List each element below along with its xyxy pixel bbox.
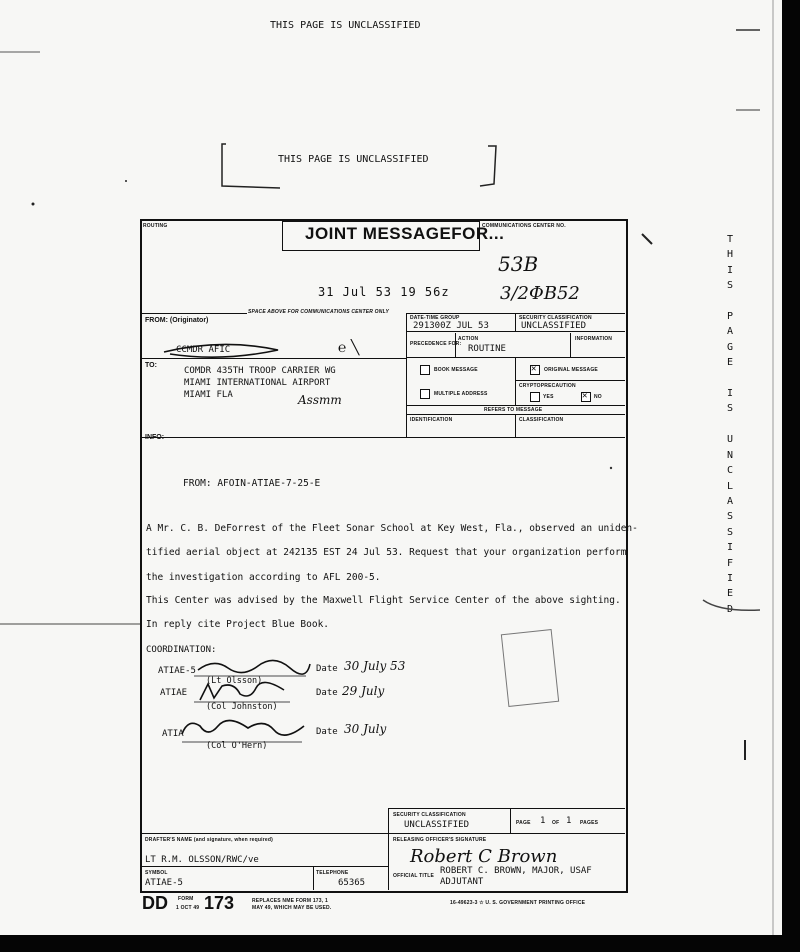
side-banner-letter: S <box>726 280 734 292</box>
side-banner-letter: S <box>726 526 734 538</box>
rule-refers-top <box>406 405 625 406</box>
releasing-officer-label: RELEASING OFFICER'S SIGNATURE <box>393 837 487 843</box>
info-label: INFO: <box>145 434 165 441</box>
security-label: SECURITY CLASSIFICATION <box>519 315 592 321</box>
side-banner-letter: L <box>726 480 734 492</box>
rule-from-bottom <box>141 358 406 359</box>
coord-name-2: (Col Johnston) <box>206 702 278 712</box>
side-banner-letter: E <box>726 357 734 369</box>
crypto-no-checkbox[interactable] <box>581 392 591 402</box>
form-footer-printing: 16-49623-3 ☆ U. S. GOVERNMENT PRINTING OFFICE <box>450 900 586 906</box>
to-line-2: MIAMI INTERNATIONAL AIRPORT <box>184 378 331 388</box>
bottom-security-label: SECURITY CLASSIFICATION <box>393 812 466 818</box>
rule-symbol-divider <box>313 866 314 890</box>
side-banner-letter: U <box>726 434 734 446</box>
rule-crypto-top <box>515 380 625 381</box>
coord-name-3: (Col O'Hern) <box>206 741 268 751</box>
rule-drafter-top <box>141 833 625 834</box>
coord-signature-2 <box>194 680 294 704</box>
crypto-no-label: NO <box>594 394 602 400</box>
releasing-signature: Robert C Brown <box>410 846 558 867</box>
side-banner-letter: N <box>726 449 734 461</box>
from-label: FROM: (Originator) <box>145 317 209 324</box>
scan-border-right <box>782 0 800 952</box>
telephone-value: 65365 <box>338 878 366 888</box>
form-footer-dd: DD <box>142 893 168 913</box>
side-banner-letter: S <box>726 403 734 415</box>
to-label: TO: <box>145 362 157 369</box>
rule-to-bottom <box>141 437 625 438</box>
form-footer-number: 173 <box>204 893 235 913</box>
side-banner-letter: D <box>726 603 734 615</box>
from-value: CCMDR AFIC <box>176 345 231 355</box>
symbol-label: SYMBOL <box>145 870 168 876</box>
rule-precedence <box>455 333 456 357</box>
coord-date-1: 30 July 53 <box>344 659 406 673</box>
side-banner-letter: S <box>726 511 734 523</box>
security-value: UNCLASSIFIED <box>521 321 587 331</box>
form-footer-date: 1 OCT 49 <box>176 905 200 911</box>
cryptoprecaution-label: CRYPTOPRECAUTION <box>519 383 576 389</box>
inner-classification-banner: THIS PAGE IS UNCLASSIFIED <box>278 154 429 165</box>
symbol-value: ATIAE-5 <box>145 878 183 888</box>
official-title-label: OFFICIAL TITLE <box>393 873 435 879</box>
dtg-label: DATE-TIME GROUP <box>410 315 460 321</box>
side-banner-letter: E <box>726 588 734 600</box>
page-total: 1 <box>566 816 572 826</box>
page-number: 1 <box>540 816 546 826</box>
reference-line: FROM: AFOIN-ATIAE-7-25-E <box>183 478 321 489</box>
space-above-label: SPACE ABOVE FOR COMMUNICATIONS CENTER ONLY <box>248 309 389 315</box>
telephone-label: TELEPHONE <box>316 870 349 876</box>
side-banner-letter: C <box>726 465 734 477</box>
original-message-label: ORIGINAL MESSAGE <box>544 367 598 373</box>
from-handwritten-mark: ℮ ╲ <box>338 340 360 356</box>
side-banner-letter: I <box>726 264 734 276</box>
coord-date-label-1: Date <box>316 664 338 674</box>
side-banner-letter: T <box>726 234 734 245</box>
side-banner-letter: H <box>726 249 734 261</box>
received-date-stamp: 31 Jul 53 19 56z <box>318 285 450 299</box>
coord-office-3: ATIA <box>162 729 184 739</box>
rule-dtg-divider <box>515 313 516 331</box>
coord-signature-3 <box>178 716 308 744</box>
drafter-label: DRAFTER'S NAME (and signature, when required) <box>145 837 273 843</box>
coord-name-1: (Lt Olsson) <box>206 676 263 686</box>
rule-space-left <box>141 313 247 314</box>
from-scribble <box>162 336 282 366</box>
page-label: PAGE <box>516 820 531 826</box>
side-banner-letter: I <box>726 572 734 584</box>
refers-to-label: REFERS TO MESSAGE <box>484 407 543 413</box>
official-title-value-2: ADJUTANT <box>440 877 484 887</box>
body-line-1: A Mr. C. B. DeForrest of the Fleet Sonar School at Key West, Fla., observed an uniden- <box>146 523 638 534</box>
routing-label: ROUTING <box>143 223 168 229</box>
coordination-heading: COORDINATION: <box>146 645 217 655</box>
rule-ident-divider <box>515 414 516 437</box>
body-line-2: tified aerial object at 242135 EST 24 Jul 53. Request that your organization perform <box>146 547 627 558</box>
coord-office-1: ATIAE-5 <box>158 666 196 676</box>
dtg-value: 291300Z JUL 53 <box>413 321 489 331</box>
bottom-security-value: UNCLASSIFIED <box>404 820 470 830</box>
action-label: ACTION <box>458 336 479 342</box>
top-classification-banner: THIS PAGE IS UNCLASSIFIED <box>270 20 421 31</box>
form-footer-form-label: FORM <box>178 896 194 902</box>
rule-bottom-security-top <box>388 808 625 809</box>
scan-border-bottom <box>0 935 800 952</box>
handwritten-number-2: 3/2ΦB52 <box>500 283 580 304</box>
comm-center-label: COMMUNICATIONS CENTER NO. <box>482 223 566 229</box>
to-line-1: COMDR 435TH TROOP CARRIER WG <box>184 366 336 376</box>
handwritten-number-1: 53B <box>498 252 539 276</box>
to-handwritten-note: Assmm <box>298 393 342 407</box>
of-label: OF <box>552 820 560 826</box>
multiple-address-label: MULTIPLE ADDRESS <box>434 391 488 397</box>
side-banner-letter: G <box>726 341 734 353</box>
rule-page-divider <box>510 808 511 833</box>
official-title-value: ROBERT C. BROWN, MAJOR, USAF <box>440 866 592 876</box>
to-line-3: MIAMI FLA <box>184 390 233 400</box>
rule-action-info <box>570 333 571 357</box>
coord-office-2: ATIAE <box>160 688 188 698</box>
coord-date-2: 29 July <box>342 684 385 698</box>
coord-date-label-2: Date <box>316 688 338 698</box>
body-line-4: This Center was advised by the Maxwell Flight Service Center of the above sighting. <box>146 595 621 606</box>
side-banner-letter: I <box>726 542 734 554</box>
coord-date-label-3: Date <box>316 727 338 737</box>
form-footer-replaces: REPLACES NME FORM 173, 1 MAY 49, WHICH MAY BE USED. <box>252 898 332 911</box>
book-message-checkbox[interactable] <box>420 365 430 375</box>
rule-bottom-left <box>388 808 389 890</box>
coord-signature-1 <box>194 656 314 678</box>
precedence-value: ROUTINE <box>468 344 506 354</box>
side-banner-letter: A <box>726 326 734 338</box>
rule-dtg-bottom <box>406 331 625 332</box>
multiple-address-checkbox[interactable] <box>420 389 430 399</box>
rule-checkbox-divider <box>515 357 516 405</box>
coord-date-3: 30 July <box>344 722 387 736</box>
drafter-value: LT R.M. OLSSON/RWC/ve <box>145 855 259 865</box>
side-banner-letter: I <box>726 388 734 400</box>
side-banner-letter: P <box>726 311 734 323</box>
pages-label: PAGES <box>580 820 599 826</box>
form-title: JOINT MESSAGEFOR... <box>305 224 505 243</box>
crypto-yes-checkbox[interactable] <box>530 392 540 402</box>
identification-label: IDENTIFICATION <box>410 417 453 423</box>
body-line-3: the investigation according to AFL 200-5. <box>146 572 381 583</box>
information-label: INFORMATION <box>575 336 613 342</box>
original-message-checkbox[interactable] <box>530 365 540 375</box>
side-banner-letter: A <box>726 495 734 507</box>
precedence-label: PRECEDENCE FOR: <box>410 341 462 347</box>
crypto-yes-label: YES <box>543 394 554 400</box>
body-line-5: In reply cite Project Blue Book. <box>146 619 330 630</box>
rule-symbol-top <box>141 866 388 867</box>
classification-label: CLASSIFICATION <box>519 417 564 423</box>
side-banner-letter: F <box>726 557 734 569</box>
book-message-label: BOOK MESSAGE <box>434 367 478 373</box>
